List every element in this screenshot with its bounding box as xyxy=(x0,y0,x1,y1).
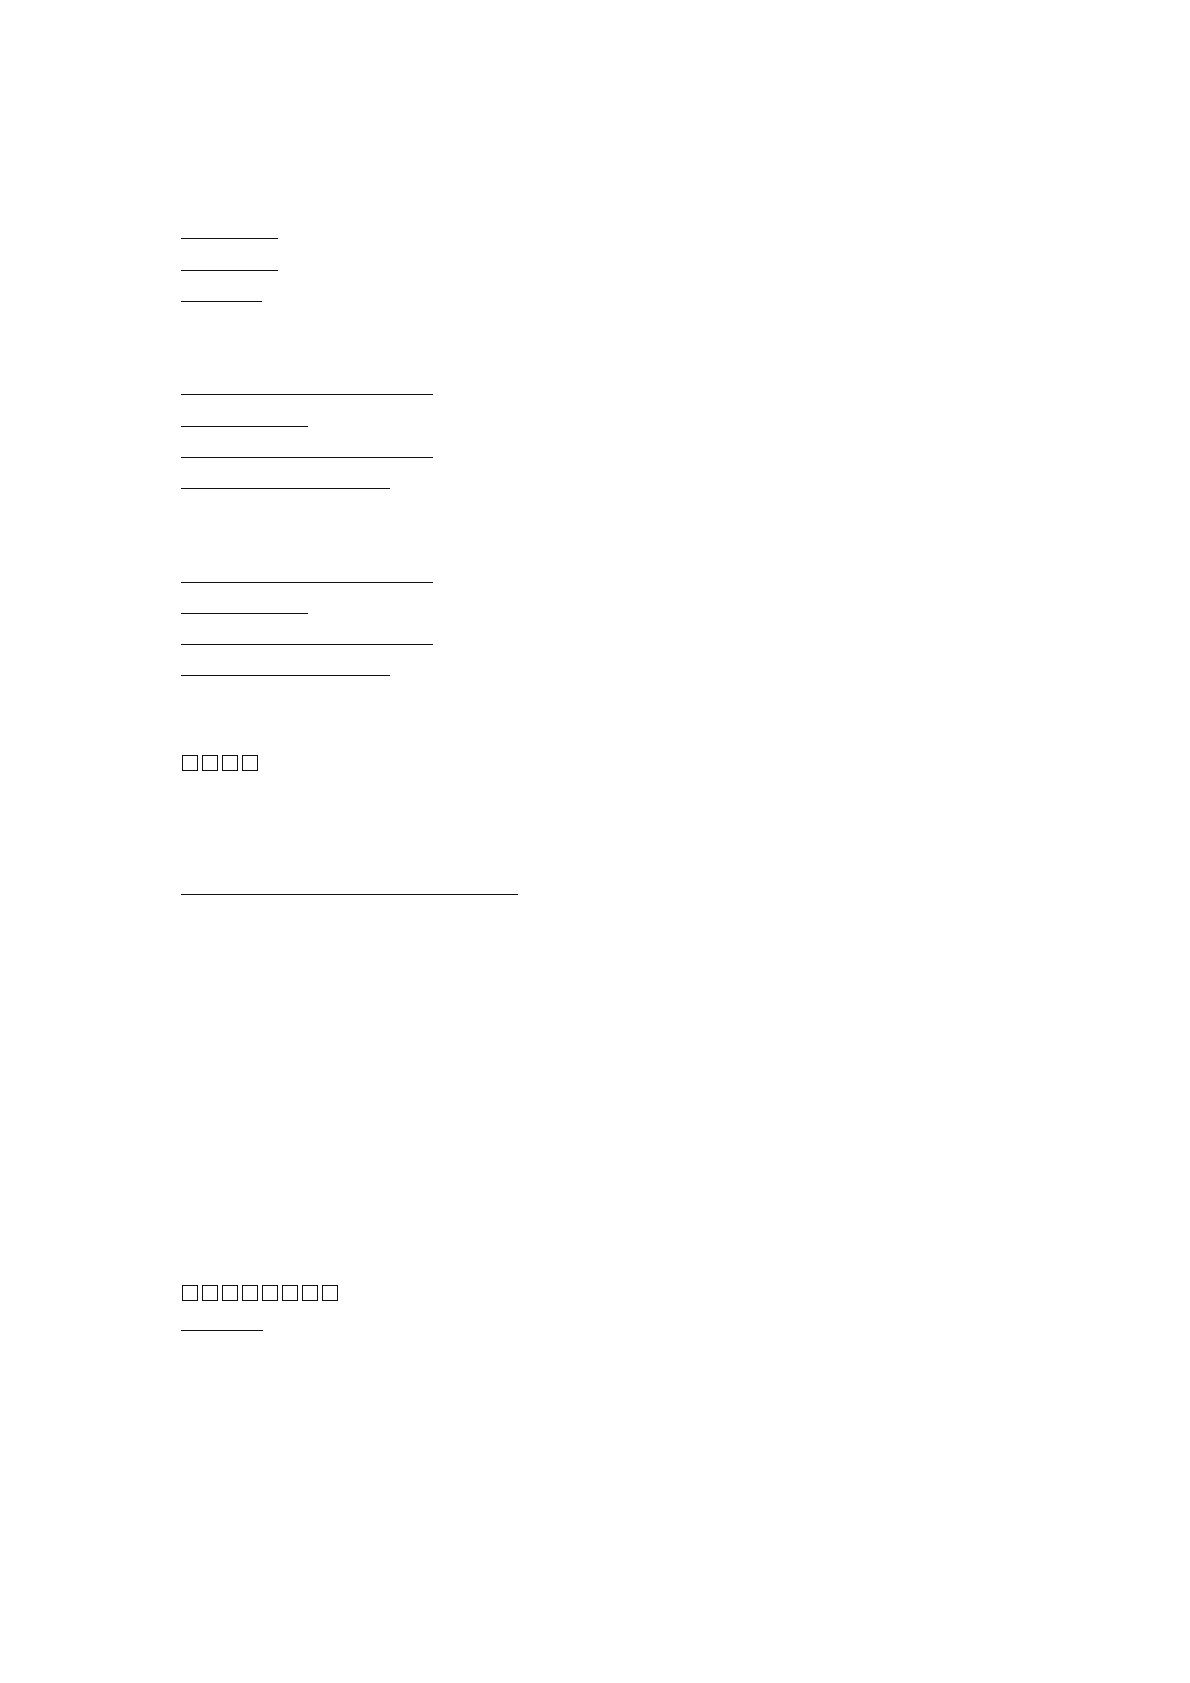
deliverable-option xyxy=(221,1283,241,1305)
party-b-contact-field xyxy=(181,655,1021,686)
checkbox-icon xyxy=(242,1285,258,1301)
article-2-heading xyxy=(181,1373,1021,1404)
checkbox-icon xyxy=(202,755,218,771)
contract-number-field xyxy=(181,218,1021,249)
party-b-name-field xyxy=(181,562,1021,593)
document-body xyxy=(181,156,1021,1404)
deliverable-option xyxy=(281,1283,301,1305)
whereas-label xyxy=(181,718,1021,749)
party-a-heading xyxy=(181,343,1021,374)
checkbox-icon xyxy=(222,755,238,771)
project-name-field xyxy=(181,874,1021,905)
sign-date-field xyxy=(181,281,1021,312)
deliverable-option xyxy=(301,1283,321,1305)
document-title xyxy=(181,156,1021,187)
article-1-heading xyxy=(181,811,1021,842)
party-b-credit-code-field xyxy=(181,593,1021,624)
party-b-heading xyxy=(181,530,1021,561)
service-type-option xyxy=(181,753,201,775)
checkbox-icon xyxy=(222,1285,238,1301)
checkbox-icon xyxy=(202,1285,218,1301)
service-type-option xyxy=(241,753,261,775)
party-b-address-field xyxy=(181,624,1021,655)
tech-goal-label xyxy=(181,936,1021,967)
checkbox-icon xyxy=(282,1285,298,1301)
deliverables-checklist xyxy=(181,1279,1021,1310)
sign-place-field xyxy=(181,250,1021,281)
service-type-option xyxy=(221,753,241,775)
whereas-paragraph xyxy=(181,749,1021,780)
party-a-name-field xyxy=(181,374,1021,405)
checkbox-icon xyxy=(262,1285,278,1301)
checkbox-icon xyxy=(322,1285,338,1301)
checkbox-icon xyxy=(182,1285,198,1301)
other-deliverable-blank xyxy=(181,1310,1021,1341)
deliverable-option xyxy=(321,1283,341,1305)
party-a-credit-code-field xyxy=(181,406,1021,437)
checkbox-icon xyxy=(182,755,198,771)
party-a-contact-field xyxy=(181,468,1021,499)
quantification-note xyxy=(181,1185,1021,1216)
acceptance-criteria-label xyxy=(181,1061,1021,1092)
checkbox-icon xyxy=(302,1285,318,1301)
deliverable-option xyxy=(181,1283,201,1305)
deliverable-option xyxy=(261,1283,281,1305)
deliverables-label xyxy=(181,1248,1021,1279)
checkbox-icon xyxy=(242,755,258,771)
deliverable-option xyxy=(201,1283,221,1305)
deliverable-option xyxy=(241,1283,261,1305)
party-a-address-field xyxy=(181,437,1021,468)
service-type-option xyxy=(201,753,221,775)
